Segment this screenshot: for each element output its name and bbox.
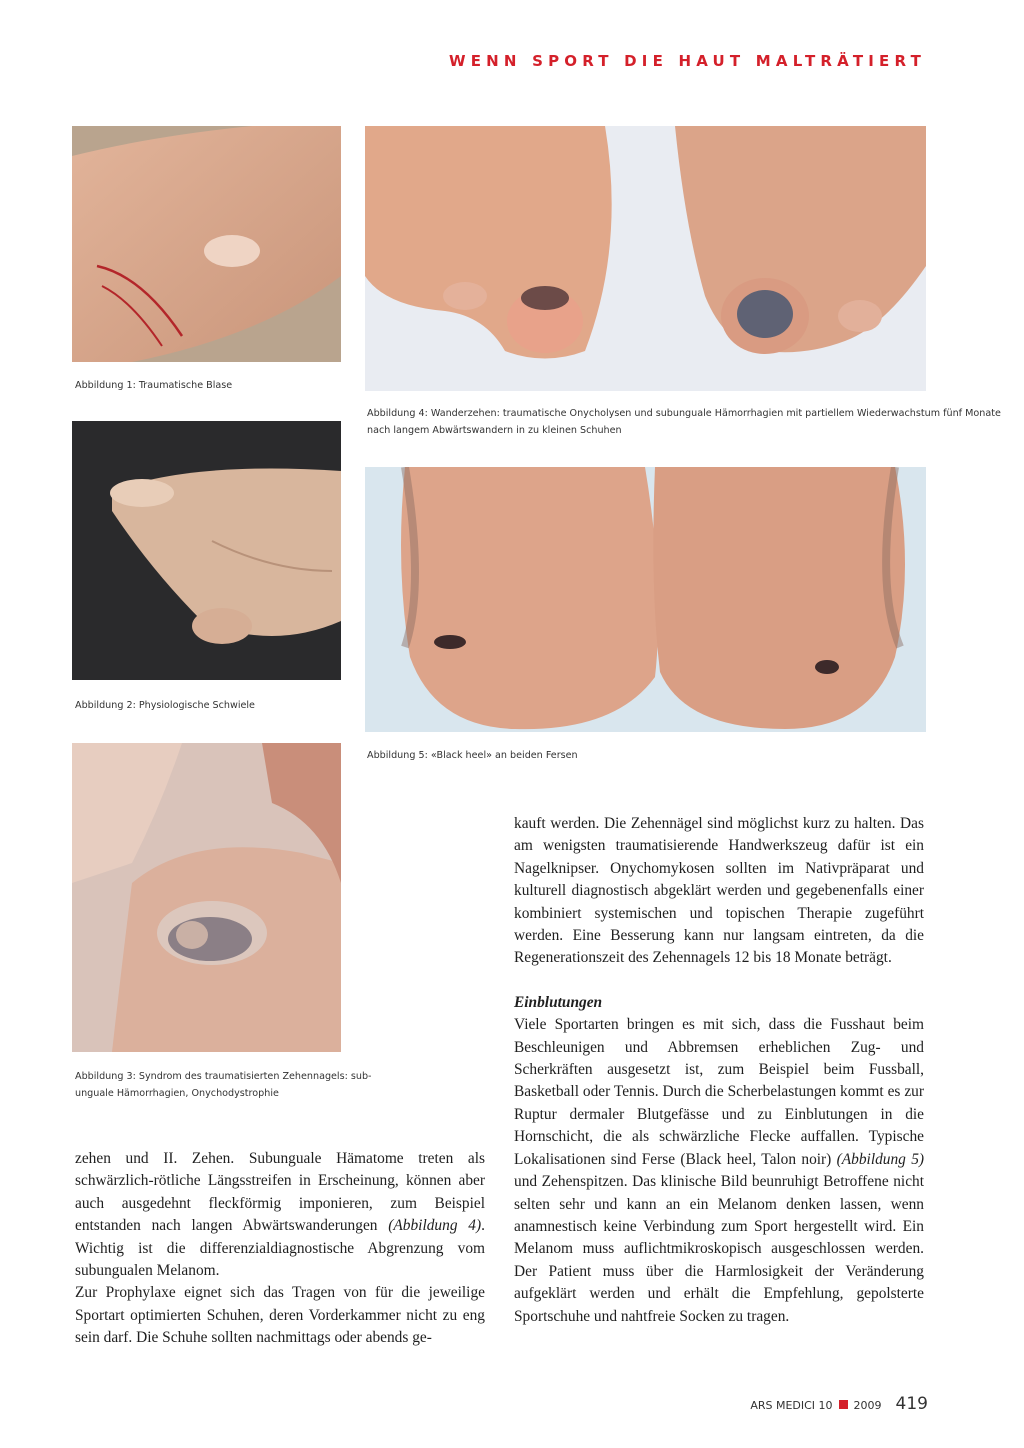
figure-1-caption: Abbildung 1: Traumatische Blase bbox=[75, 380, 233, 391]
right-paragraph-2 bbox=[514, 1014, 924, 1328]
figure-5-caption: Abbildung 5: «Black heel» an beiden Fersen bbox=[367, 750, 578, 761]
issue-year: 2009 bbox=[853, 1399, 882, 1412]
left-paragraph-1 bbox=[75, 1148, 485, 1282]
figure-1-photo bbox=[72, 126, 341, 362]
figure-4-caption-line-1: Abbildung 4: Wanderzehen: traumatische Onycholysen und subunguale Hämorrhagien mit partiellem Wiederwachstum fünf Monate bbox=[367, 408, 1001, 419]
figure-3-caption-line-2: unguale Hämorrhagien, Onychodystrophie bbox=[75, 1088, 279, 1099]
figure-3-photo bbox=[72, 743, 341, 1052]
section-heading-einblutungen: Einblutungen bbox=[514, 993, 603, 1011]
right-paragraph-2-text-end: und Zehenspitzen. Das klinische Bild beunruhigt Betroffene nicht selten sehr und kann an ein Melanom denken lassen, wenn anamnestisch keine Verbindung zum Sport hergestellt wird. Ein Melanom muss auflichtmikroskopisch ausgeschlossen werden. Der Patient muss über die Harmlosigkeit der Veränderung aufgeklärt werden und erhält die Empfehlung, gepolsterte Sportschuhe und nahtfreie Socken zu tragen. bbox=[514, 1173, 924, 1325]
left-paragraph-2: Zur Prophylaxe eignet sich das Tragen von für die jeweilige Sportart optimierten Schuhen, deren Vorderkammer nicht zu eng sein darf. Die Schuhe sollten nachmittags oder abends ge- bbox=[75, 1284, 485, 1347]
figure-4-photo bbox=[365, 126, 926, 391]
figure-4-caption bbox=[367, 405, 1001, 439]
left-paragraph-1-text-end: . Wichtig ist die differenzialdiagnostische Abgrenzung vom subungualen Melanom. bbox=[75, 1217, 485, 1280]
running-header: WENN SPORT DIE HAUT MALTRÄTIERT bbox=[448, 52, 926, 70]
figure-2-caption: Abbildung 2: Physiologische Schwiele bbox=[75, 700, 255, 711]
page-number: 419 bbox=[895, 1394, 928, 1414]
figure-4-reference: (Abbildung 4) bbox=[388, 1217, 482, 1235]
figure-3-caption-line-1: Abbildung 3: Syndrom des traumatisierten Zehennagels: sub- bbox=[75, 1071, 372, 1082]
figure-3-caption bbox=[75, 1068, 372, 1102]
figure-5-reference: (Abbildung 5) bbox=[836, 1150, 925, 1168]
figure-4-caption-line-2: nach langem Abwärtswandern in zu kleinen Schuhen bbox=[367, 425, 622, 436]
journal-name: ARS MEDICI 10 bbox=[750, 1399, 833, 1412]
page-footer bbox=[750, 1394, 928, 1414]
figure-2-photo bbox=[72, 421, 341, 680]
footer-square-icon bbox=[839, 1400, 848, 1409]
figure-5-photo bbox=[365, 467, 926, 732]
right-paragraph-2-text: Viele Sportarten bringen es mit sich, dass die Fusshaut beim Beschleunigen und Abbremsen erheblichen Zug- und Scherkräften ausgesetzt ist, zum Beispiel beim Fussball, Basketball oder Tennis. Durch die Scherbelastungen kommt es zur Ruptur dermaler Blutgefässe und zu Einblutungen in die Hornschicht, die als schwärzliche Flecke auffallen. Typische Lokalisationen sind Ferse (Black heel, Talon noir) bbox=[514, 1016, 924, 1168]
right-paragraph-1: kauft werden. Die Zehennägel sind möglichst kurz zu halten. Das am wenigsten traumatisierende Handwerkszeug dafür ist ein Nagelknipser. Onychomykosen sollten im Nativpräparat und kulturell diagnostisch abgeklärt werden und gegebenenfalls einer kombiniert systemischen und topischen Therapie zugeführt werden. Eine Besserung kann nur langsam eintreten, da die Regenerationszeit des Zehennagels 12 bis 18 Monate beträgt. bbox=[514, 815, 924, 967]
right-column bbox=[514, 813, 924, 1328]
left-paragraph-1-text: zehen und II. Zehen. Subunguale Hämatome treten als schwärzlich-rötliche Längsstreifen in Erscheinung, können aber auch ausgedehnt fleckförmig imponieren, zum Beispiel entstanden nach langen Abwärtswanderungen bbox=[75, 1150, 485, 1235]
left-column bbox=[75, 1148, 485, 1350]
